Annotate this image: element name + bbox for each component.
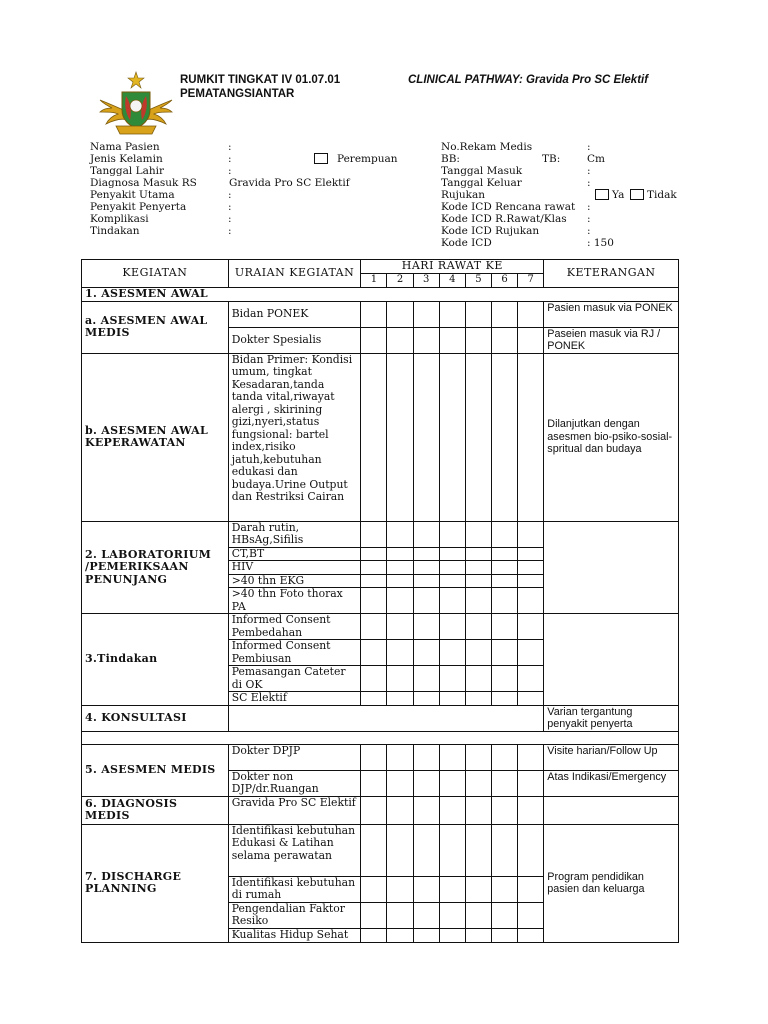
day-cell[interactable] (465, 574, 491, 588)
day-cell[interactable] (491, 692, 517, 706)
colon: : (228, 201, 232, 213)
day-cell[interactable] (361, 353, 387, 521)
day-cell[interactable] (491, 301, 517, 327)
day-cell[interactable] (387, 876, 413, 902)
label-penyakit-penyerta: Penyakit Penyerta (90, 201, 187, 213)
day-cell[interactable] (361, 547, 387, 561)
section-laboratorium: 2. LABORATORIUM /PEMERIKSAAN PENUNJANG (82, 521, 229, 614)
table-row (82, 521, 679, 547)
day-cell[interactable] (387, 824, 413, 876)
day-cell[interactable] (491, 640, 517, 666)
keterangan-cell: Program pendidikan pasien dan keluarga (544, 824, 679, 942)
rujukan-ya-label: Ya (612, 189, 625, 201)
day-cell[interactable] (413, 902, 439, 928)
konsultasi-merged-cell (228, 705, 544, 731)
uraian-cell: Dokter Spesialis (228, 327, 361, 353)
day-cell[interactable] (491, 744, 517, 770)
table-row (82, 744, 679, 770)
day-cell[interactable] (413, 588, 439, 614)
colon: : (587, 141, 591, 153)
day-cell[interactable] (439, 301, 465, 327)
day-cell[interactable] (439, 614, 465, 640)
day-cell[interactable] (518, 561, 544, 575)
day-cell[interactable] (491, 824, 517, 876)
uraian-cell: Identifikasi kebutuhan Edukasi & Latihan selama perawatan (228, 824, 361, 876)
day-cell[interactable] (439, 824, 465, 876)
day-number: 2 (387, 274, 413, 288)
day-cell[interactable] (361, 614, 387, 640)
day-cell[interactable] (387, 301, 413, 327)
rujukan-tidak-checkbox[interactable] (630, 189, 644, 200)
rujukan-ya-checkbox[interactable] (595, 189, 609, 200)
day-cell[interactable] (387, 666, 413, 692)
day-cell[interactable] (413, 666, 439, 692)
day-cell[interactable] (491, 876, 517, 902)
day-cell[interactable] (361, 561, 387, 575)
label-tanggal-lahir: Tanggal Lahir (90, 165, 164, 177)
day-cell[interactable] (361, 824, 387, 876)
day-cell[interactable] (387, 588, 413, 614)
day-cell[interactable] (518, 521, 544, 547)
day-cell[interactable] (387, 928, 413, 942)
label-rujukan: Rujukan (441, 189, 486, 201)
day-cell[interactable] (413, 770, 439, 796)
day-cell[interactable] (465, 666, 491, 692)
day-cell[interactable] (439, 521, 465, 547)
keterangan-cell (544, 614, 679, 706)
day-cell[interactable] (465, 614, 491, 640)
day-cell[interactable] (465, 824, 491, 876)
keterangan-cell: Dilanjutkan dengan asesmen bio-psiko-sosial-spritual dan budaya (544, 353, 679, 521)
colon: : (587, 225, 591, 237)
day-cell[interactable] (439, 876, 465, 902)
header-keterangan: KETERANGAN (544, 260, 679, 288)
rujukan-tidak-label: Tidak (647, 189, 677, 201)
day-cell[interactable] (439, 666, 465, 692)
day-number: 5 (465, 274, 491, 288)
day-cell[interactable] (518, 301, 544, 327)
keterangan-cell (544, 796, 679, 824)
day-cell[interactable] (361, 666, 387, 692)
day-cell[interactable] (413, 574, 439, 588)
day-cell[interactable] (518, 640, 544, 666)
colon: : (587, 165, 591, 177)
header-kegiatan: KEGIATAN (82, 260, 229, 288)
section-tindakan: 3.Tindakan (82, 614, 229, 706)
uraian-cell: HIV (228, 561, 361, 575)
day-cell[interactable] (413, 353, 439, 521)
label-tb: TB: (542, 153, 561, 165)
day-cell[interactable] (413, 744, 439, 770)
day-cell[interactable] (518, 744, 544, 770)
label-bb: BB: (441, 153, 460, 165)
day-cell[interactable] (491, 770, 517, 796)
label-tanggal-masuk: Tanggal Masuk (441, 165, 523, 177)
day-cell[interactable] (518, 327, 544, 353)
day-cell[interactable] (387, 561, 413, 575)
keterangan-cell (544, 521, 679, 614)
day-cell[interactable] (465, 770, 491, 796)
uraian-cell: Dokter non DJP/dr.Ruangan (228, 770, 361, 796)
label-tindakan: Tindakan (90, 225, 140, 237)
table-row (82, 705, 679, 731)
section-diagnosis-medis: 6. DIAGNOSIS MEDIS (82, 796, 229, 824)
colon: : (228, 225, 232, 237)
day-cell[interactable] (518, 574, 544, 588)
section-asesmen-medis: 5. ASESMEN MEDIS (82, 744, 229, 796)
day-cell[interactable] (518, 902, 544, 928)
day-cell[interactable] (491, 928, 517, 942)
day-cell[interactable] (387, 547, 413, 561)
day-cell[interactable] (518, 770, 544, 796)
uraian-cell: Kualitas Hidup Sehat (228, 928, 361, 942)
uraian-cell: Identifikasi kebutuhan di rumah (228, 876, 361, 902)
day-cell[interactable] (413, 796, 439, 824)
label-cm: Cm (587, 153, 605, 165)
label-jenis-kelamin: Jenis Kelamin (90, 153, 163, 165)
table-row (82, 614, 679, 640)
keterangan-cell: Visite harian/Follow Up (544, 744, 679, 770)
table-row (82, 301, 679, 327)
day-cell[interactable] (387, 770, 413, 796)
label-kode-icd-rujukan: Kode ICD Rujukan (441, 225, 540, 237)
colon: : (228, 213, 232, 225)
colon: : (228, 153, 232, 165)
day-cell[interactable] (465, 744, 491, 770)
clinical-pathway-table (81, 259, 679, 943)
label-kode-icd: Kode ICD (441, 237, 492, 249)
day-cell[interactable] (361, 588, 387, 614)
day-cell[interactable] (465, 692, 491, 706)
section-asesmen-awal-keperawatan: b. ASESMEN AWAL KEPERAWATAN (82, 353, 229, 521)
uraian-cell: Informed Consent Pembiusan (228, 640, 361, 666)
label-no-rekam-medis: No.Rekam Medis (441, 141, 533, 153)
day-cell[interactable] (387, 574, 413, 588)
diagnosa-masuk-value: Gravida Pro SC Elektif (229, 177, 350, 189)
section-asesmen-awal-medis: a. ASESMEN AWAL MEDIS (82, 301, 229, 353)
day-cell[interactable] (413, 614, 439, 640)
keterangan-cell: Varian tergantung penyakit penyerta (544, 705, 679, 731)
perempuan-checkbox[interactable] (314, 153, 328, 164)
uraian-cell: >40 thn Foto thorax PA (228, 588, 361, 614)
header-uraian: URAIAN KEGIATAN (228, 260, 361, 288)
colon: : (587, 177, 591, 189)
kode-icd-value: : 150 (587, 237, 614, 249)
perempuan-label: Perempuan (337, 153, 398, 165)
day-cell[interactable] (465, 521, 491, 547)
day-cell[interactable] (413, 327, 439, 353)
day-cell[interactable] (491, 353, 517, 521)
label-kode-icd-rawat: Kode ICD R.Rawat/Klas (441, 213, 567, 225)
colon: : (228, 165, 232, 177)
day-cell[interactable] (491, 521, 517, 547)
day-cell[interactable] (491, 327, 517, 353)
day-cell[interactable] (361, 640, 387, 666)
day-cell[interactable] (465, 588, 491, 614)
keterangan-cell: Atas Indikasi/Emergency (544, 770, 679, 796)
day-cell[interactable] (439, 640, 465, 666)
uraian-cell: Gravida Pro SC Elektif (228, 796, 361, 824)
day-cell[interactable] (465, 928, 491, 942)
day-cell[interactable] (439, 574, 465, 588)
day-cell[interactable] (361, 770, 387, 796)
day-cell[interactable] (413, 692, 439, 706)
keterangan-cell: Paseien masuk via RJ / PONEK (544, 327, 679, 353)
table-spacer-row (82, 731, 679, 744)
day-cell[interactable] (413, 928, 439, 942)
day-cell[interactable] (361, 796, 387, 824)
day-cell[interactable] (387, 692, 413, 706)
day-cell[interactable] (439, 327, 465, 353)
uraian-cell: Pengendalian Faktor Resiko (228, 902, 361, 928)
day-cell[interactable] (361, 744, 387, 770)
uraian-cell: CT,BT (228, 547, 361, 561)
day-number: 3 (413, 274, 439, 288)
star-icon (128, 72, 144, 88)
day-cell[interactable] (413, 876, 439, 902)
day-cell[interactable] (491, 796, 517, 824)
day-cell[interactable] (413, 301, 439, 327)
center-circle-icon (130, 100, 142, 112)
uraian-cell: Dokter DPJP (228, 744, 361, 770)
day-number: 6 (491, 274, 517, 288)
pathway-title: CLINICAL PATHWAY: Gravida Pro SC Elektif (408, 74, 649, 86)
day-cell[interactable] (465, 353, 491, 521)
uraian-cell: Informed Consent Pembedahan (228, 614, 361, 640)
day-cell[interactable] (439, 744, 465, 770)
day-cell[interactable] (518, 824, 544, 876)
day-cell[interactable] (518, 353, 544, 521)
label-nama-pasien: Nama Pasien (90, 141, 160, 153)
ribbon-icon (116, 126, 156, 134)
colon: : (587, 201, 591, 213)
day-cell[interactable] (439, 353, 465, 521)
day-cell[interactable] (439, 547, 465, 561)
day-cell[interactable] (465, 876, 491, 902)
day-cell[interactable] (465, 327, 491, 353)
org-name-line2: PEMATANGSIANTAR (180, 88, 295, 100)
day-cell[interactable] (361, 301, 387, 327)
day-cell[interactable] (518, 614, 544, 640)
day-cell[interactable] (387, 521, 413, 547)
uraian-cell: Darah rutin, HBsAg,Sifilis (228, 521, 361, 547)
day-cell[interactable] (491, 547, 517, 561)
label-diagnosa-masuk: Diagnosa Masuk RS (90, 177, 197, 189)
day-cell[interactable] (491, 561, 517, 575)
day-cell[interactable] (387, 327, 413, 353)
day-cell[interactable] (361, 902, 387, 928)
spacer-cell (82, 731, 679, 744)
section-konsultasi: 4. KONSULTASI (82, 705, 229, 731)
day-cell[interactable] (413, 561, 439, 575)
day-number: 1 (361, 274, 387, 288)
day-cell[interactable] (518, 547, 544, 561)
day-cell[interactable] (439, 692, 465, 706)
day-cell[interactable] (465, 547, 491, 561)
table-row (82, 353, 679, 521)
uraian-cell: >40 thn EKG (228, 574, 361, 588)
label-penyakit-utama: Penyakit Utama (90, 189, 175, 201)
day-cell[interactable] (465, 640, 491, 666)
table-row (82, 287, 679, 301)
colon: : (228, 141, 232, 153)
colon: : (228, 189, 232, 201)
day-cell[interactable] (439, 588, 465, 614)
uraian-cell: Bidan PONEK (228, 301, 361, 327)
day-cell[interactable] (491, 574, 517, 588)
section-asesmen-awal: 1. ASESMEN AWAL (82, 287, 679, 301)
label-tanggal-keluar: Tanggal Keluar (441, 177, 522, 189)
section-discharge-planning: 7. DISCHARGE PLANNING (82, 824, 229, 942)
header-hari-rawat: HARI RAWAT KE (361, 260, 544, 274)
day-cell[interactable] (361, 692, 387, 706)
day-number: 4 (439, 274, 465, 288)
day-cell[interactable] (439, 928, 465, 942)
day-cell[interactable] (361, 574, 387, 588)
day-cell[interactable] (518, 796, 544, 824)
day-cell[interactable] (491, 902, 517, 928)
day-number: 7 (518, 274, 544, 288)
day-cell[interactable] (465, 561, 491, 575)
day-cell[interactable] (439, 561, 465, 575)
day-cell[interactable] (518, 666, 544, 692)
table-row (82, 796, 679, 824)
rumkit-emblem-logo (98, 70, 174, 136)
org-name-line1: RUMKIT TINGKAT IV 01.07.01 (180, 74, 341, 86)
day-cell[interactable] (465, 301, 491, 327)
day-cell[interactable] (413, 521, 439, 547)
table-header-row (82, 260, 679, 274)
day-cell[interactable] (439, 770, 465, 796)
day-cell[interactable] (361, 521, 387, 547)
day-cell[interactable] (518, 588, 544, 614)
day-cell[interactable] (387, 640, 413, 666)
day-cell[interactable] (518, 928, 544, 942)
day-cell[interactable] (439, 902, 465, 928)
day-cell[interactable] (387, 796, 413, 824)
day-cell[interactable] (361, 327, 387, 353)
day-cell[interactable] (491, 666, 517, 692)
day-cell[interactable] (361, 876, 387, 902)
day-cell[interactable] (361, 928, 387, 942)
day-cell[interactable] (413, 547, 439, 561)
day-cell[interactable] (465, 796, 491, 824)
day-cell[interactable] (387, 353, 413, 521)
day-cell[interactable] (439, 796, 465, 824)
day-cell[interactable] (465, 902, 491, 928)
uraian-cell: SC Elektif (228, 692, 361, 706)
label-kode-icd-rencana: Kode ICD Rencana rawat (441, 201, 576, 213)
day-cell[interactable] (518, 876, 544, 902)
day-cell[interactable] (491, 588, 517, 614)
day-cell[interactable] (491, 614, 517, 640)
day-cell[interactable] (413, 824, 439, 876)
label-komplikasi: Komplikasi (90, 213, 149, 225)
day-cell[interactable] (387, 902, 413, 928)
table-row (82, 824, 679, 876)
colon: : (587, 213, 591, 225)
uraian-cell: Bidan Primer: Kondisi umum, tingkat Kesadaran,tanda tanda vital,riwayat alergi , skirining gizi,nyeri,status fungsional: bartel index,risiko jatuh,kebutuhan edukasi dan budaya.Urine Output dan Restriksi Cairan (228, 353, 361, 521)
keterangan-cell: Pasien masuk via PONEK (544, 301, 679, 327)
day-cell[interactable] (387, 744, 413, 770)
day-cell[interactable] (518, 692, 544, 706)
day-cell[interactable] (413, 640, 439, 666)
uraian-cell: Pemasangan Cateter di OK (228, 666, 361, 692)
day-cell[interactable] (387, 614, 413, 640)
